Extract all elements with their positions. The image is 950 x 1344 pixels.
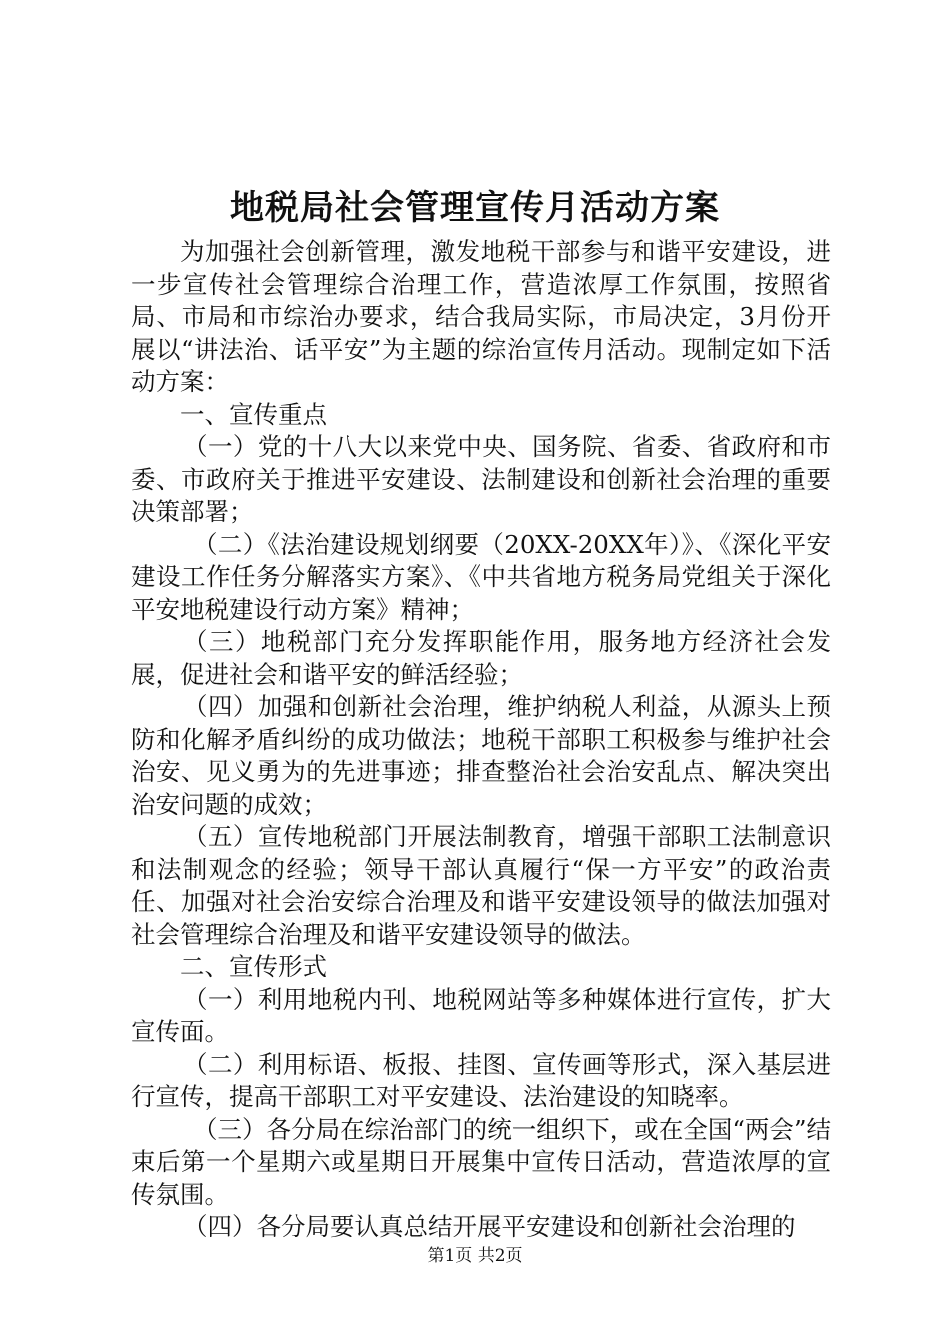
document-body	[131, 236, 831, 1244]
section-heading-form: 二、宣传形式	[180, 952, 327, 981]
form-item-3: （三）各分局在综治部门的统一组织下，或在全国“两会”结束后第一个星期六或星期日开展集中宣传日活动，营造浓厚的宣传氛围。	[131, 1114, 831, 1209]
form-item-2: （二）利用标语、板报、挂图、宣传画等形式，深入基层进行宣传，提高干部职工对平安建设、法治建设的知晓率。	[131, 1049, 831, 1111]
section-heading-focus: 一、宣传重点	[180, 399, 327, 429]
focus-item-1: （一）党的十八大以来党中央、国务院、省委、省政府和市委、市政府关于推进平安建设、法制建设和创新社会治理的重要决策部署；	[131, 432, 831, 526]
form-item-1: （一）利用地税内刊、地税网站等多种媒体进行宣传，扩大宣传面。	[131, 984, 831, 1046]
focus-item-5: （五）宣传地税部门开展法制教育，增强干部职工法制意识和法制观念的经验；领导干部认真履行“保一方平安”的政治责任、加强对社会治安综合治理及和谐平安建设领导的做法加强对社会管理综合治理及和谐平安建设领导的做法。	[131, 822, 831, 949]
focus-item-4: （四）加强和创新社会治理，维护纳税人利益，从源头上预防和化解矛盾纠纷的成功做法；地税干部职工积极参与维护社会治安、见义勇为的先进事迹；排查整治社会治安乱点、解决突出治安问题的成效；	[131, 692, 831, 819]
focus-item-2: （二）《法治建设规划纲要（20XX-20XX年）》、《深化平安建设工作任务分解落实方案》、《中共省地方税务局党组关于深化平安地税建设行动方案》精神；	[131, 529, 831, 624]
focus-item-3: （三）地税部门充分发挥职能作用，服务地方经济社会发展，促进社会和谐平安的鲜活经验；	[131, 627, 831, 689]
document-title: 地税局社会管理宣传月活动方案	[230, 188, 720, 228]
intro-paragraph: 为加强社会创新管理，激发地税干部参与和谐平安建设，进一步宣传社会管理综合治理工作，营造浓厚工作氛围，按照省局、市局和市综治办要求，结合我局实际，市局决定，3月份开展以“讲法治、话平安”为主题的综治宣传月活动。现制定如下活动方案：	[131, 237, 831, 396]
page-number-footer: 第1页 共2页	[427, 1246, 523, 1266]
form-item-4: （四）各分局要认真总结开展平安建设和创新社会治理的	[183, 1212, 796, 1241]
